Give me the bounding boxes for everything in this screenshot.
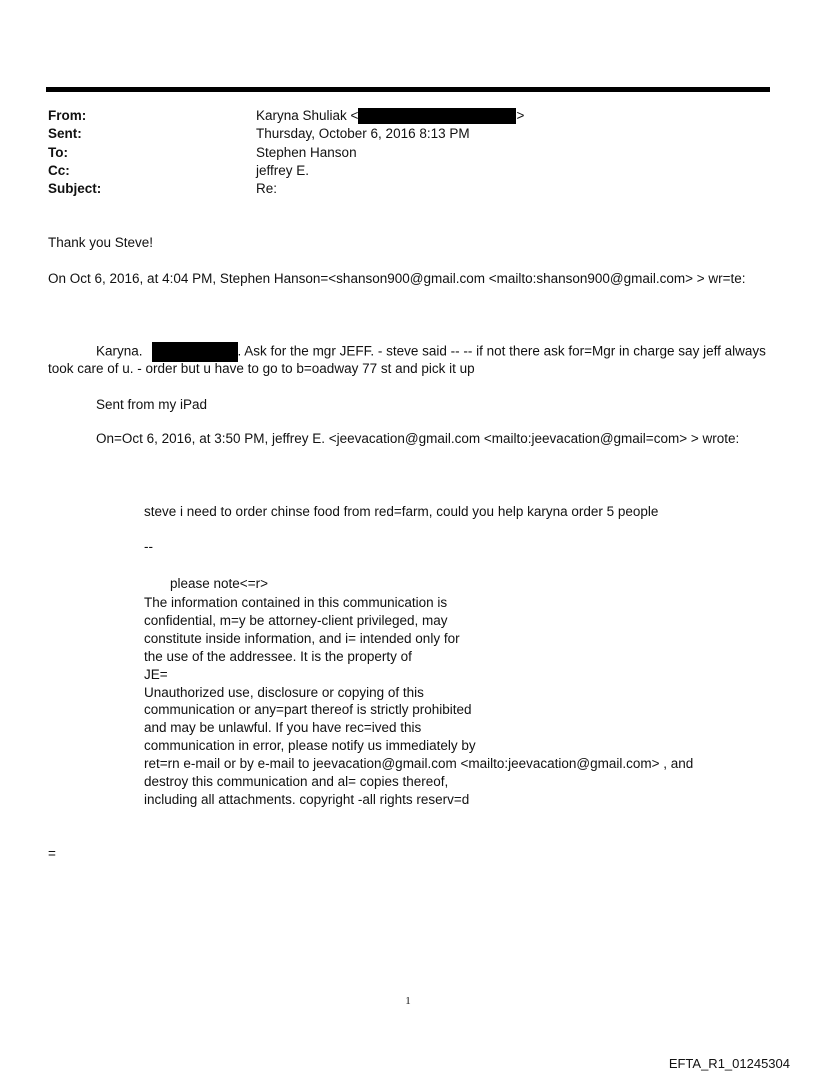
disclaimer-line: ret=rn e-mail or by e-mail to jeevacation@gmail.com <mailto:jeevacation@gmail.com> , and [144,756,694,772]
disclaimer-line: JE= [144,666,168,682]
original-message: steve i need to order chinse food from red=farm, could you help karyna order 5 people [144,504,659,519]
disclaimer-line: including all attachments. copyright -all rights reserv=d [144,791,470,807]
subject-value: Re: [256,181,278,196]
from-name: Karyna Shuliak < [256,108,359,123]
sent-value: Thursday, October 6, 2016 8:13 PM [256,126,470,141]
sent-label: Sent: [48,126,82,141]
disclaimer-line: and may be unlawful. If you have rec=ived this [144,720,422,736]
disclaimer-line: communication or any=part thereof is strictly prohibited [144,702,472,718]
document-id: EFTA_R1_01245304 [668,1056,790,1071]
disclaimer-line: communication in error, please notify us immediately by [144,738,476,754]
please-note: please note<=r> [170,576,268,591]
disclaimer-line: constitute inside information, and i= intended only for [144,630,460,646]
from-value-end: > [516,108,525,123]
disclaimer-line: The information contained in this communication is [144,595,448,610]
reply-line-2: took care of u. - order but u have to go to b=oadway 77 st and pick it up [48,361,475,376]
disclaimer-line: destroy this communication and al= copies thereof, [144,774,449,790]
header-rule [46,87,770,92]
disclaimer-line: confidential, m=y be attorney-client privileged, may [144,612,448,628]
quote-header-1: On Oct 6, 2016, at 4:04 PM, Stephen Hanson=<shanson900@gmail.com <mailto:shanson900@gmail.com> > wr=te: [48,271,746,286]
from-label: From: [48,108,87,123]
disclaimer-block [144,594,693,809]
redaction-box [152,342,238,362]
signature: Sent from my iPad [96,397,208,412]
to-value: Stephen Hanson [256,145,357,160]
cc-label: Cc: [48,163,70,178]
reply-name: Karyna. [96,343,143,359]
subject-label: Subject: [48,181,102,196]
trailing-mark: = [48,846,56,861]
greeting: Thank you Steve! [48,235,154,250]
page-number: 1 [405,995,411,1007]
reply-line-1 [96,342,766,362]
disclaimer-line: the use of the addressee. It is the property of [144,648,412,664]
quote-header-2: On=Oct 6, 2016, at 3:50 PM, jeffrey E. <jeevacation@gmail.com <mailto:jeevacation@gmail=com> > wrote: [96,431,740,446]
separator: -- [144,539,153,554]
redaction-box [358,108,516,124]
cc-value: jeffrey E. [256,163,310,178]
reply-line-1-text: . Ask for the mgr JEFF. - steve said -- -- if not there ask for=Mgr in charge say jeff always [237,343,766,359]
to-label: To: [48,145,68,160]
from-value [256,107,524,125]
disclaimer-line: Unauthorized use, disclosure or copying of this [144,684,424,700]
